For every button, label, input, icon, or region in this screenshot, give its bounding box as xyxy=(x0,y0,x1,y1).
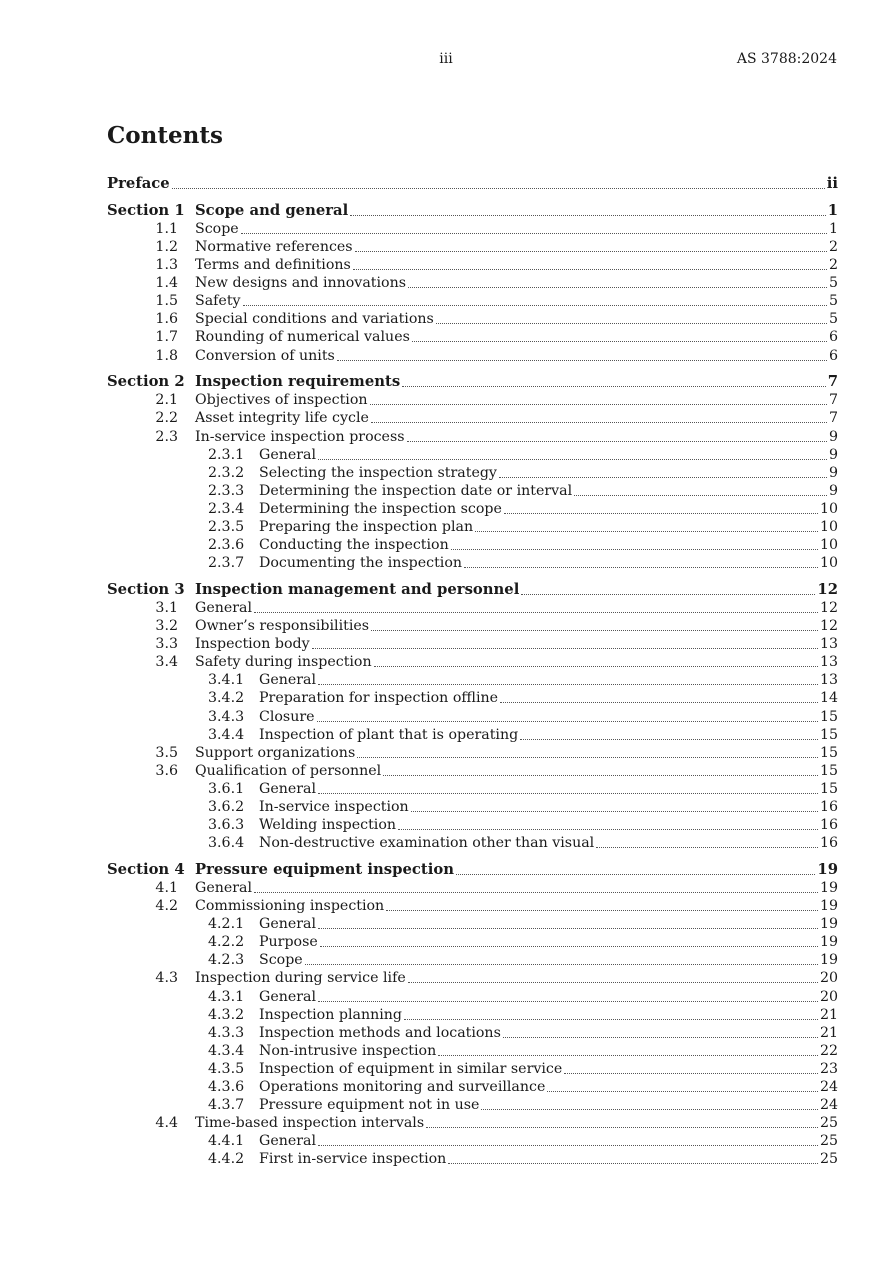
toc-entry-number: 4.2.1 xyxy=(208,916,245,933)
dot-leader xyxy=(407,441,827,442)
toc-entry-title[interactable]: Qualification of personnel xyxy=(195,762,382,779)
toc-entry-row[interactable] xyxy=(107,969,838,987)
standard-id: AS 3788:2024 xyxy=(736,51,837,67)
toc-entry-title[interactable]: New designs and innovations xyxy=(195,275,406,292)
toc-entry-title[interactable]: Determining the inspection date or interval xyxy=(259,482,573,499)
toc-entry-page: 10 xyxy=(819,537,838,554)
toc-entry-page: 21 xyxy=(819,1024,838,1041)
toc-entry-page: 25 xyxy=(819,1115,838,1132)
toc-entry-title[interactable]: Inspection management and personnel xyxy=(195,580,520,598)
toc-entry-row[interactable] xyxy=(107,1096,838,1114)
toc-entry-page: 25 xyxy=(819,1151,838,1168)
toc-entry-row[interactable] xyxy=(107,1078,838,1096)
toc-entry-row[interactable] xyxy=(107,987,838,1005)
toc-entry-number: 1.7 xyxy=(155,329,178,346)
toc-entry-title[interactable]: Support organizations xyxy=(195,744,356,761)
toc-entry-row[interactable] xyxy=(107,446,838,464)
toc-entry-title[interactable]: Time-based inspection intervals xyxy=(195,1115,425,1132)
toc-entry-page: 19 xyxy=(819,898,838,915)
toc-entry-page: 12 xyxy=(817,580,838,598)
toc-entry-number: 4.3.6 xyxy=(208,1078,245,1095)
toc-entry-page: 22 xyxy=(819,1042,838,1059)
toc-entry-number: 4.3.4 xyxy=(208,1042,245,1059)
toc-entry-title[interactable]: Safety xyxy=(195,293,241,310)
dot-leader xyxy=(520,739,818,740)
toc-entry-title[interactable]: Rounding of numerical values xyxy=(195,329,410,346)
toc-entry-page: 7 xyxy=(828,410,838,427)
toc-entry-title[interactable]: General xyxy=(259,780,317,797)
dot-leader xyxy=(243,305,827,306)
toc-entry-page: 16 xyxy=(819,798,838,815)
dot-leader xyxy=(436,323,827,324)
toc-entry-row[interactable] xyxy=(107,409,838,427)
toc-entry-title[interactable]: Purpose xyxy=(259,934,318,951)
dot-leader xyxy=(318,459,827,460)
toc-entry-row[interactable] xyxy=(107,897,838,915)
dot-leader xyxy=(426,1127,818,1128)
toc-entry-title[interactable]: Determining the inspection scope xyxy=(259,500,502,517)
toc-entry-title[interactable]: Normative references xyxy=(195,238,353,255)
toc-entry-number: 4.1 xyxy=(155,879,178,896)
toc-entry-title[interactable]: General xyxy=(259,672,317,689)
toc-entry-row[interactable] xyxy=(107,1042,838,1060)
dot-leader xyxy=(370,404,827,405)
dot-leader xyxy=(456,874,815,875)
dot-leader xyxy=(503,1037,818,1038)
toc-entry-page: 2 xyxy=(828,257,838,274)
toc-entry-row[interactable] xyxy=(107,933,838,951)
toc-entry-page: 15 xyxy=(819,780,838,797)
toc-entry-number: 3.6.4 xyxy=(208,835,245,852)
toc-entry-row[interactable] xyxy=(107,346,838,364)
toc-entry-row[interactable] xyxy=(107,175,838,193)
toc-entry-number: 4.4.1 xyxy=(208,1133,245,1150)
toc-entry-number: 3.4.4 xyxy=(208,726,245,743)
toc-entry-number: 3.3 xyxy=(155,636,178,653)
toc-entry-title[interactable]: Inspection during service life xyxy=(195,970,406,987)
toc-entry-title[interactable]: General xyxy=(259,446,317,463)
toc-entry-page: 12 xyxy=(819,618,838,635)
table-of-contents xyxy=(107,175,838,1168)
toc-entry-number: 2.3.3 xyxy=(208,482,245,499)
toc-entry-row[interactable] xyxy=(107,762,838,780)
toc-entry-row[interactable] xyxy=(107,689,838,707)
toc-entry-page: 10 xyxy=(819,518,838,535)
toc-entry-number: 3.4.2 xyxy=(208,690,245,707)
dot-leader xyxy=(547,1091,818,1092)
dot-leader xyxy=(521,594,815,595)
dot-leader xyxy=(320,946,818,947)
toc-entry-row[interactable] xyxy=(107,617,838,635)
toc-entry-number: 2.2 xyxy=(155,410,178,427)
toc-entry-title[interactable]: Asset integrity life cycle xyxy=(195,410,369,427)
dot-leader xyxy=(386,910,818,911)
toc-entry-row[interactable] xyxy=(107,834,838,852)
toc-entry-row[interactable] xyxy=(107,726,838,744)
toc-entry-page: 14 xyxy=(819,690,838,707)
dot-leader xyxy=(411,811,818,812)
toc-entry-number: 2.3.4 xyxy=(208,500,245,517)
toc-entry-page: 6 xyxy=(828,329,838,346)
toc-entry-number: 2.1 xyxy=(155,392,178,409)
toc-entry-title[interactable]: Preface xyxy=(107,175,170,193)
toc-entry-page: 1 xyxy=(827,201,838,219)
toc-entry-row[interactable] xyxy=(107,427,838,445)
toc-entry-number: 4.3 xyxy=(155,970,178,987)
toc-entry-row[interactable] xyxy=(107,482,838,500)
dot-leader xyxy=(357,757,818,758)
toc-entry-number: 4.3.7 xyxy=(208,1097,245,1114)
toc-entry-title[interactable]: Inspection of equipment in similar service xyxy=(259,1060,563,1077)
toc-entry-number: 4.3.1 xyxy=(208,988,245,1005)
toc-entry-title[interactable]: Owner’s responsibilities xyxy=(195,618,370,635)
dot-leader xyxy=(254,892,818,893)
toc-entry-number: 2.3.7 xyxy=(208,555,245,572)
toc-entry-row[interactable] xyxy=(107,274,838,292)
toc-entry-title[interactable]: Closure xyxy=(259,708,315,725)
dot-leader xyxy=(564,1073,818,1074)
toc-entry-row[interactable] xyxy=(107,464,838,482)
toc-entry-row[interactable] xyxy=(107,518,838,536)
dot-leader xyxy=(355,251,827,252)
toc-entry-page: 12 xyxy=(819,599,838,616)
toc-entry-number: Section 3 xyxy=(107,580,185,598)
toc-entry-page: ii xyxy=(826,175,838,193)
dot-leader xyxy=(438,1055,818,1056)
toc-entry-title[interactable]: Commissioning inspection xyxy=(195,898,385,915)
dot-leader xyxy=(408,287,827,288)
toc-entry-row[interactable] xyxy=(107,1114,838,1132)
toc-entry-title[interactable]: Safety during inspection xyxy=(195,654,372,671)
toc-entry-row[interactable] xyxy=(107,671,838,689)
toc-entry-page: 21 xyxy=(819,1006,838,1023)
dot-leader xyxy=(318,793,818,794)
dot-leader xyxy=(312,648,818,649)
toc-entry-title[interactable]: First in-service inspection xyxy=(259,1151,447,1168)
toc-entry-number: 2.3.2 xyxy=(208,464,245,481)
toc-entry-number: 3.6 xyxy=(155,762,178,779)
toc-entry-number: 3.5 xyxy=(155,744,178,761)
toc-entry-row[interactable] xyxy=(107,1006,838,1024)
toc-entry-number: 3.4 xyxy=(155,654,178,671)
toc-entry-title[interactable]: Preparation for inspection offline xyxy=(259,690,499,707)
toc-entry-page: 25 xyxy=(819,1133,838,1150)
toc-entry-page: 15 xyxy=(819,708,838,725)
contents-title: Contents xyxy=(107,122,223,149)
toc-entry-page: 19 xyxy=(819,934,838,951)
toc-section-row[interactable] xyxy=(107,581,838,599)
toc-entry-row[interactable] xyxy=(107,798,838,816)
toc-entry-number: 4.4 xyxy=(155,1115,178,1132)
dot-leader xyxy=(448,1163,818,1164)
toc-entry-title[interactable]: Welding inspection xyxy=(259,817,397,834)
toc-entry-row[interactable] xyxy=(107,780,838,798)
toc-entry-row[interactable] xyxy=(107,220,838,238)
toc-entry-number: 1.3 xyxy=(155,257,178,274)
toc-entry-title[interactable]: Inspection methods and locations xyxy=(259,1024,501,1041)
toc-entry-row[interactable] xyxy=(107,915,838,933)
dot-leader xyxy=(318,684,818,685)
dot-leader xyxy=(451,549,818,550)
toc-entry-number: 3.6.2 xyxy=(208,798,245,815)
toc-entry-row[interactable] xyxy=(107,1132,838,1150)
toc-entry-title[interactable]: Conversion of units xyxy=(195,347,335,364)
toc-entry-number: 4.2.3 xyxy=(208,952,245,969)
toc-entry-page: 20 xyxy=(819,988,838,1005)
toc-entry-number: 4.3.3 xyxy=(208,1024,245,1041)
toc-entry-row[interactable] xyxy=(107,536,838,554)
toc-entry-page: 5 xyxy=(828,293,838,310)
toc-entry-row[interactable] xyxy=(107,1060,838,1078)
toc-entry-number: 3.6.1 xyxy=(208,780,245,797)
toc-entry-title[interactable]: Special conditions and variations xyxy=(195,311,434,328)
dot-leader xyxy=(241,233,827,234)
toc-entry-row[interactable] xyxy=(107,328,838,346)
toc-entry-title[interactable]: Pressure equipment not in use xyxy=(259,1097,480,1114)
toc-entry-page: 24 xyxy=(819,1097,838,1114)
toc-entry-page: 9 xyxy=(828,464,838,481)
toc-entry-row[interactable] xyxy=(107,256,838,274)
toc-entry-title[interactable]: In-service inspection process xyxy=(195,428,405,445)
toc-entry-title[interactable]: General xyxy=(259,916,317,933)
toc-entry-number: 3.4.3 xyxy=(208,708,245,725)
toc-entry-title[interactable]: Inspection requirements xyxy=(195,373,401,391)
dot-leader xyxy=(318,1145,818,1146)
toc-entry-number: 4.4.2 xyxy=(208,1151,245,1168)
toc-entry-title[interactable]: Conducting the inspection xyxy=(259,537,449,554)
toc-entry-number: 3.6.3 xyxy=(208,817,245,834)
toc-entry-number: 2.3.6 xyxy=(208,537,245,554)
toc-section-row[interactable] xyxy=(107,373,838,391)
dot-leader xyxy=(305,964,818,965)
toc-entry-page: 23 xyxy=(819,1060,838,1077)
toc-entry-row[interactable] xyxy=(107,707,838,725)
toc-entry-page: 15 xyxy=(819,762,838,779)
toc-entry-number: 4.3.5 xyxy=(208,1060,245,1077)
dot-leader xyxy=(350,215,825,216)
toc-entry-page: 7 xyxy=(828,392,838,409)
toc-section-row[interactable] xyxy=(107,861,838,879)
toc-entry-row[interactable] xyxy=(107,816,838,834)
toc-entry-number: 4.3.2 xyxy=(208,1006,245,1023)
toc-entry-page: 10 xyxy=(819,555,838,572)
toc-entry-row[interactable] xyxy=(107,744,838,762)
toc-entry-title[interactable]: General xyxy=(259,1133,317,1150)
toc-section-row[interactable] xyxy=(107,202,838,220)
dot-leader xyxy=(383,775,818,776)
toc-entry-title[interactable]: Documenting the inspection xyxy=(259,555,462,572)
toc-entry-number: 1.1 xyxy=(155,220,178,237)
toc-entry-title[interactable]: Terms and definitions xyxy=(195,257,351,274)
toc-entry-page: 2 xyxy=(828,238,838,255)
toc-entry-title[interactable]: Pressure equipment inspection xyxy=(195,860,454,878)
toc-entry-title[interactable]: Inspection planning xyxy=(259,1006,402,1023)
toc-entry-page: 6 xyxy=(828,347,838,364)
toc-entry-title[interactable]: Inspection body xyxy=(195,636,310,653)
toc-entry-number: 2.3 xyxy=(155,428,178,445)
toc-entry-number: Section 1 xyxy=(107,201,185,219)
dot-leader xyxy=(318,928,818,929)
toc-entry-title[interactable]: General xyxy=(195,879,253,896)
toc-entry-page: 13 xyxy=(819,636,838,653)
toc-entry-number: 1.8 xyxy=(155,347,178,364)
toc-entry-title[interactable]: Scope xyxy=(195,220,239,237)
toc-entry-title[interactable]: Scope and general xyxy=(195,201,349,219)
toc-entry-title[interactable]: Objectives of inspection xyxy=(195,392,368,409)
dot-leader xyxy=(317,721,818,722)
toc-entry-row[interactable] xyxy=(107,310,838,328)
toc-entry-row[interactable] xyxy=(107,292,838,310)
toc-entry-number: 2.3.5 xyxy=(208,518,245,535)
dot-leader xyxy=(254,612,818,613)
toc-entry-page: 9 xyxy=(828,446,838,463)
toc-entry-page: 1 xyxy=(828,220,838,237)
dot-leader xyxy=(481,1109,818,1110)
toc-entry-row[interactable] xyxy=(107,500,838,518)
toc-entry-row[interactable] xyxy=(107,879,838,897)
toc-entry-page: 9 xyxy=(828,428,838,445)
toc-entry-row[interactable] xyxy=(107,1150,838,1168)
toc-entry-title[interactable]: Non-intrusive inspection xyxy=(259,1042,437,1059)
toc-entry-page: 19 xyxy=(819,879,838,896)
toc-entry-row[interactable] xyxy=(107,238,838,256)
toc-entry-page: 13 xyxy=(819,672,838,689)
toc-entry-title[interactable]: Preparing the inspection plan xyxy=(259,518,474,535)
toc-entry-page: 15 xyxy=(819,726,838,743)
toc-entry-number: 1.5 xyxy=(155,293,178,310)
dot-leader xyxy=(500,702,818,703)
toc-entry-page: 19 xyxy=(817,860,838,878)
toc-entry-row[interactable] xyxy=(107,951,838,969)
toc-entry-title[interactable]: Inspection of plant that is operating xyxy=(259,726,519,743)
dot-leader xyxy=(398,829,818,830)
toc-entry-title[interactable]: Selecting the inspection strategy xyxy=(259,464,497,481)
toc-entry-page: 16 xyxy=(819,817,838,834)
dot-leader xyxy=(408,982,818,983)
dot-leader xyxy=(504,513,818,514)
toc-entry-number: 1.6 xyxy=(155,311,178,328)
toc-entry-number: 3.1 xyxy=(155,599,178,616)
dot-leader xyxy=(596,847,818,848)
dot-leader xyxy=(172,188,825,189)
dot-leader xyxy=(499,477,827,478)
toc-entry-page: 9 xyxy=(828,482,838,499)
dot-leader xyxy=(404,1019,818,1020)
toc-entry-page: 20 xyxy=(819,970,838,987)
toc-entry-page: 10 xyxy=(819,500,838,517)
toc-entry-title[interactable]: Operations monitoring and surveillance xyxy=(259,1078,546,1095)
toc-entry-page: 13 xyxy=(819,654,838,671)
page-number: iii xyxy=(439,51,453,67)
dot-leader xyxy=(337,360,827,361)
toc-entry-title[interactable]: General xyxy=(195,599,253,616)
toc-entry-row[interactable] xyxy=(107,554,838,572)
toc-entry-page: 5 xyxy=(828,275,838,292)
toc-entry-row[interactable] xyxy=(107,599,838,617)
toc-entry-number: 4.2 xyxy=(155,898,178,915)
toc-entry-number: 1.2 xyxy=(155,238,178,255)
toc-entry-row[interactable] xyxy=(107,635,838,653)
toc-entry-number: 3.2 xyxy=(155,618,178,635)
dot-leader xyxy=(464,567,818,568)
dot-leader xyxy=(574,495,827,496)
toc-entry-title[interactable]: In-service inspection xyxy=(259,798,409,815)
toc-entry-row[interactable] xyxy=(107,1024,838,1042)
toc-entry-page: 19 xyxy=(819,916,838,933)
toc-entry-page: 19 xyxy=(819,952,838,969)
toc-entry-page: 7 xyxy=(827,373,838,391)
dot-leader xyxy=(374,666,818,667)
toc-entry-number: Section 4 xyxy=(107,860,185,878)
toc-entry-title[interactable]: Scope xyxy=(259,952,303,969)
toc-entry-row[interactable] xyxy=(107,391,838,409)
dot-leader xyxy=(402,386,826,387)
toc-entry-page: 5 xyxy=(828,311,838,328)
toc-entry-number: 2.3.1 xyxy=(208,446,245,463)
toc-entry-number: 4.2.2 xyxy=(208,934,245,951)
toc-entry-title[interactable]: Non-destructive examination other than visual xyxy=(259,835,595,852)
toc-entry-page: 16 xyxy=(819,835,838,852)
toc-entry-number: Section 2 xyxy=(107,373,185,391)
toc-entry-page: 15 xyxy=(819,744,838,761)
toc-entry-number: 3.4.1 xyxy=(208,672,245,689)
dot-leader xyxy=(371,630,818,631)
dot-leader xyxy=(318,1001,818,1002)
dot-leader xyxy=(353,269,827,270)
toc-entry-number: 1.4 xyxy=(155,275,178,292)
toc-entry-title[interactable]: General xyxy=(259,988,317,1005)
toc-entry-page: 24 xyxy=(819,1078,838,1095)
dot-leader xyxy=(371,422,827,423)
dot-leader xyxy=(412,341,827,342)
toc-entry-row[interactable] xyxy=(107,653,838,671)
dot-leader xyxy=(475,531,818,532)
